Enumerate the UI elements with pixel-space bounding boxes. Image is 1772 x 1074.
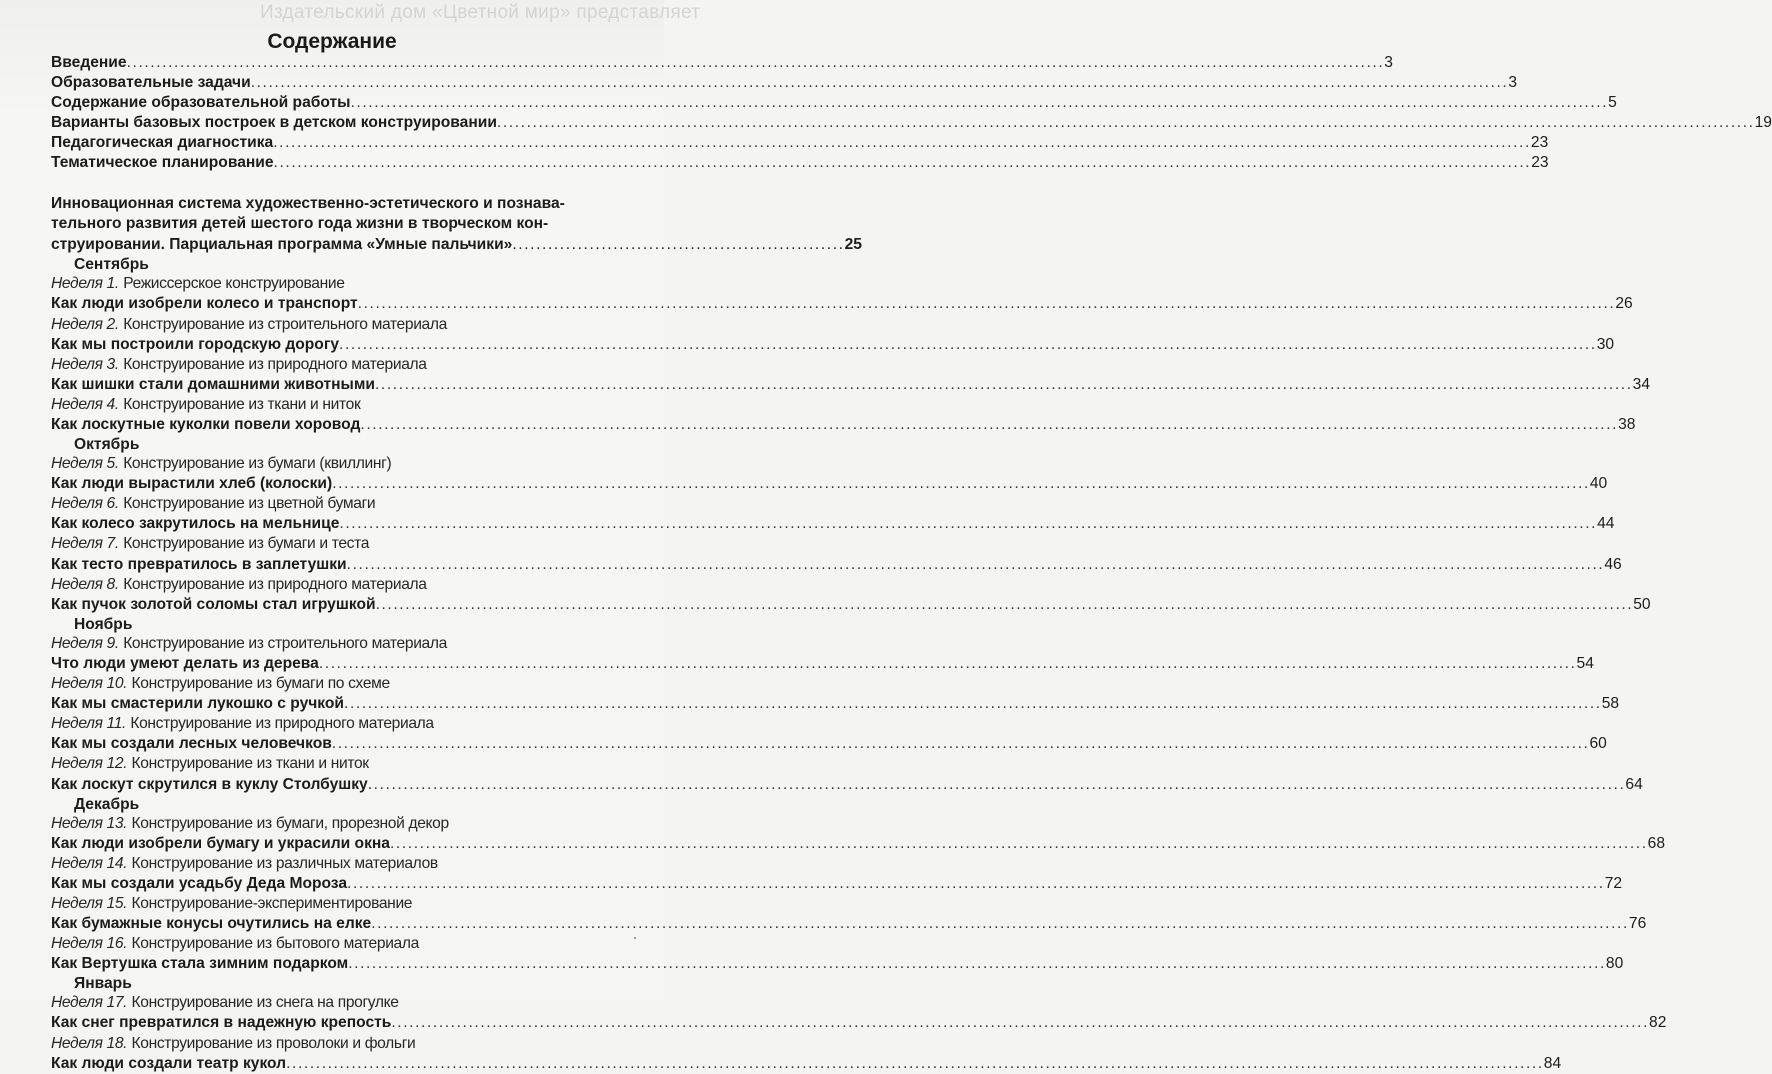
- week-line: [51, 814, 627, 834]
- leader-dots: [286, 1054, 1544, 1074]
- lesson-title: Как Вертушка стала зимним подарком: [51, 955, 349, 973]
- week-topic: Режиссерское конструирование: [123, 275, 345, 293]
- lesson-title: Как люди изобрели колесо и транспорт: [51, 295, 358, 313]
- week-topic: Конструирование из природного материала: [123, 575, 427, 593]
- front-matter-list: [51, 53, 1772, 174]
- lesson-title: Как мы построили городскую дорогу: [51, 335, 340, 353]
- lesson-title: Как люди вырастили хлеб (колоски): [51, 475, 333, 493]
- week-topic: Конструирование из бумаги и теста: [123, 535, 370, 553]
- lesson-entry[interactable]: [51, 775, 1643, 795]
- lesson-title: Как тесто превратилось в заплетушки: [51, 555, 347, 573]
- leader-dots: [344, 694, 1602, 714]
- lesson-title: Как лоскутные куколки повели хоровод: [51, 416, 361, 433]
- leader-dots: [358, 294, 1616, 314]
- week-topic: Конструирование из ткани и ниток: [131, 755, 369, 773]
- leader-dots: [347, 874, 1605, 894]
- week-label: Неделя 16.: [51, 935, 128, 953]
- week-line: [51, 315, 627, 335]
- week-line: [51, 854, 627, 874]
- toc-entry-page: 23: [1530, 134, 1549, 152]
- lesson-title: Что люди умеют делать из дерева: [51, 654, 319, 672]
- week-topic: Конструирование из цветной бумаги: [123, 495, 376, 513]
- lesson-page: 46: [1604, 555, 1622, 573]
- leader-dots: [350, 93, 1608, 113]
- leader-dots: [390, 834, 1648, 854]
- lesson-page: 40: [1589, 475, 1608, 493]
- toc-entry-title: Образовательные задачи: [51, 74, 251, 92]
- leader-dots: [274, 153, 1532, 173]
- lesson-entry[interactable]: [51, 1013, 1667, 1033]
- week-topic: Конструирование из природного материала: [123, 355, 427, 373]
- week-label: Неделя 17.: [51, 994, 128, 1012]
- toc-entry[interactable]: [51, 113, 1772, 133]
- week-topic: Конструирование из строительного материала: [123, 634, 447, 652]
- lesson-entry[interactable]: [51, 874, 1623, 894]
- week-topic: Конструирование из бытового материала: [131, 935, 419, 953]
- leader-dots: [332, 474, 1590, 494]
- lesson-page: 68: [1647, 834, 1666, 852]
- lesson-page: 84: [1543, 1054, 1562, 1072]
- toc-entry[interactable]: [51, 153, 1549, 173]
- leader-dots: [332, 734, 1590, 754]
- toc-entry-title: Введение: [51, 54, 127, 71]
- week-label: Неделя 3.: [51, 355, 119, 373]
- lesson-page: 44: [1597, 515, 1615, 533]
- lesson-entry[interactable]: [51, 654, 1594, 674]
- leader-dots: [375, 375, 1633, 395]
- lesson-entry[interactable]: [51, 555, 1622, 575]
- leader-dots: [127, 53, 1385, 73]
- toc-entry-title: Содержание образовательной работы: [51, 94, 351, 112]
- week-label: Неделя 10.: [51, 675, 128, 693]
- program-line-3-row: [51, 235, 862, 256]
- week-topic: Конструирование из бумаги, прорезной декор: [131, 814, 449, 832]
- week-topic: Конструирование из бумаги по схеме: [131, 675, 390, 693]
- week-line: [51, 674, 627, 694]
- lesson-page: 38: [1618, 416, 1636, 433]
- month-heading: Ноябрь: [74, 615, 133, 633]
- week-topic: Конструирование из бумаги (квиллинг): [123, 455, 392, 473]
- toc-entry-title: Варианты базовых построек в детском конструировании: [51, 114, 497, 132]
- week-line: [51, 714, 627, 734]
- week-topic: Конструирование из природного материала: [130, 715, 434, 733]
- lesson-title: Как колесо закрутилось на мельнице: [51, 515, 340, 533]
- toc-entry-page: 19: [1754, 114, 1772, 132]
- week-topic: Конструирование из различных материалов: [131, 854, 438, 872]
- week-line: [51, 1034, 627, 1054]
- week-line: [51, 993, 627, 1013]
- week-line: [51, 575, 627, 595]
- week-label: Неделя 7.: [51, 535, 119, 553]
- lesson-entry[interactable]: [51, 375, 1651, 395]
- week-label: Неделя 5.: [51, 455, 119, 473]
- week-label: Неделя 4.: [51, 395, 119, 413]
- month-heading: Сентябрь: [74, 256, 149, 274]
- week-label: Неделя 12.: [51, 755, 128, 773]
- lesson-page: 80: [1605, 955, 1624, 973]
- lesson-entry[interactable]: [51, 954, 1624, 974]
- week-label: Неделя 6.: [51, 495, 119, 513]
- program-entry[interactable]: [51, 194, 862, 256]
- lesson-page: 26: [1615, 295, 1633, 313]
- table-of-contents: [51, 53, 1772, 1074]
- week-topic: Конструирование из снега на прогулке: [131, 994, 399, 1012]
- lesson-entry[interactable]: [51, 694, 1620, 714]
- lesson-page: 64: [1625, 775, 1643, 793]
- month-heading: Январь: [74, 975, 132, 993]
- week-topic: Конструирование из проволоки и фольги: [131, 1034, 416, 1052]
- leader-dots: [273, 133, 1531, 153]
- leader-dots: [360, 415, 1618, 435]
- lesson-page: 30: [1596, 335, 1615, 353]
- toc-entry[interactable]: [51, 73, 1518, 93]
- lesson-entry[interactable]: [51, 1054, 1562, 1074]
- lesson-title: Как бумажные конусы очутились на елке: [51, 915, 372, 933]
- lesson-entry[interactable]: [51, 474, 1608, 494]
- lesson-title: Как мы смастерили лукошко с ручкой: [51, 695, 345, 713]
- week-line: [51, 454, 627, 474]
- toc-entry[interactable]: [51, 133, 1549, 153]
- lesson-title: Как шишки стали домашними животными: [51, 375, 375, 393]
- lesson-page: 76: [1628, 915, 1647, 933]
- lesson-page: 60: [1589, 735, 1607, 753]
- months-list: [51, 255, 1667, 1073]
- lesson-entry[interactable]: [51, 335, 1615, 355]
- leader-dots: [376, 595, 1634, 615]
- toc-entry-title: Педагогическая диагностика: [51, 134, 274, 152]
- lesson-entry[interactable]: [51, 415, 1636, 435]
- lesson-page: 72: [1604, 874, 1623, 892]
- toc-entry-page: 23: [1531, 154, 1549, 172]
- week-line: [51, 754, 627, 774]
- week-label: Неделя 2.: [51, 315, 119, 333]
- month-heading: Октябрь: [74, 436, 140, 454]
- week-line: [51, 395, 627, 415]
- week-label: Неделя 14.: [51, 854, 128, 872]
- week-line: [51, 634, 627, 654]
- month-heading: Декабрь: [74, 795, 140, 813]
- program-line-1: Инновационная система художественно-эстетического и познава-: [51, 194, 565, 212]
- toc-entry-title: Тематическое планирование: [51, 154, 274, 172]
- program-line-2: тельного развития детей шестого года жизни в творческом кон-: [51, 215, 549, 233]
- toc-entry-page: 3: [1384, 54, 1393, 71]
- leader-dots: [251, 73, 1509, 93]
- lesson-entry[interactable]: [51, 595, 1651, 615]
- lesson-title: Как люди создали театр кукол: [51, 1054, 287, 1072]
- lesson-page: 54: [1576, 654, 1594, 672]
- lesson-entry[interactable]: [51, 734, 1607, 754]
- leader-dots: [391, 1013, 1649, 1033]
- lesson-title: Как мы создали усадьбу Деда Мороза: [51, 874, 348, 892]
- section-gap: [51, 174, 627, 194]
- leader-dots: [368, 775, 1626, 795]
- week-label: Неделя 11.: [51, 715, 127, 733]
- week-label: Неделя 13.: [51, 814, 128, 832]
- week-line: [51, 894, 627, 914]
- scan-speck: [634, 937, 636, 939]
- leader-dots: [339, 514, 1597, 534]
- leader-dots: ........................................................: [512, 235, 845, 253]
- week-label: Неделя 15.: [51, 894, 128, 912]
- week-line: [51, 355, 627, 375]
- week-label: Неделя 1.: [51, 275, 119, 293]
- week-line: [51, 274, 627, 294]
- lesson-page: 58: [1601, 695, 1620, 713]
- week-topic: Конструирование-экспериментирование: [131, 894, 413, 912]
- leader-dots: [339, 335, 1597, 355]
- lesson-title: Как лоскут скрутился в куклу Столбушку: [51, 775, 368, 793]
- week-line: [51, 494, 627, 514]
- week-line: [51, 534, 627, 554]
- page-title: Содержание: [267, 30, 397, 53]
- leader-dots: [319, 654, 1577, 674]
- lesson-title: Как пучок золотой соломы стал игрушкой: [51, 595, 376, 613]
- toc-entry[interactable]: [51, 93, 1617, 113]
- lesson-page: 82: [1649, 1014, 1667, 1032]
- lesson-title: Как снег превратился в надежную крепость: [51, 1014, 392, 1032]
- program-page-number: 25: [844, 235, 862, 253]
- lesson-entry[interactable]: [51, 834, 1666, 854]
- program-line-3: струировании. Парциальная программа «Умные пальчики»: [51, 235, 513, 253]
- week-label: Неделя 8.: [51, 575, 119, 593]
- leader-dots: [348, 954, 1606, 974]
- leader-dots: [347, 555, 1605, 575]
- week-topic: Конструирование из строительного материала: [123, 315, 447, 333]
- lesson-page: 34: [1632, 375, 1651, 393]
- lesson-entry[interactable]: [51, 294, 1633, 314]
- week-label: Неделя 9.: [51, 634, 119, 652]
- leader-dots: [497, 113, 1755, 133]
- lesson-page: 50: [1633, 595, 1651, 613]
- lesson-entry[interactable]: [51, 514, 1615, 534]
- leader-dots: [371, 914, 1629, 934]
- toc-entry[interactable]: [51, 53, 1393, 73]
- lesson-title: Как люди изобрели бумагу и украсили окна: [51, 834, 390, 852]
- lesson-entry[interactable]: [51, 914, 1647, 934]
- week-line: [51, 934, 627, 954]
- toc-entry-page: 5: [1608, 94, 1617, 112]
- toc-entry-page: 3: [1508, 74, 1518, 92]
- bleed-through-text: Издательский дом «Цветной мир» представляет: [260, 2, 701, 23]
- week-label: Неделя 18.: [51, 1034, 128, 1052]
- week-topic: Конструирование из ткани и ниток: [123, 395, 361, 413]
- lesson-title: Как мы создали лесных человечков: [51, 735, 332, 753]
